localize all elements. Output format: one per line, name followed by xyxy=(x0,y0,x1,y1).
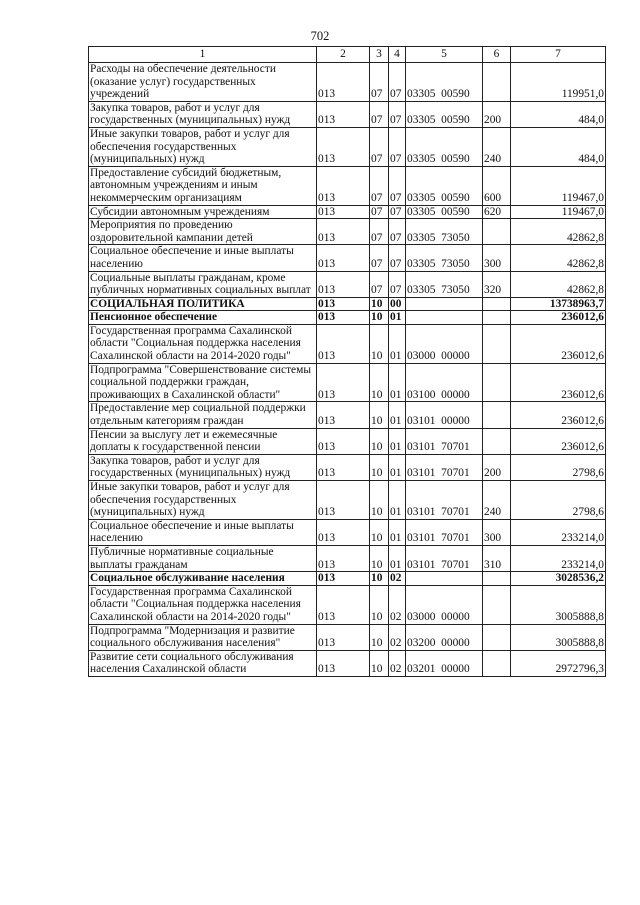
cell-amount: 119467,0 xyxy=(511,166,606,205)
table-row xyxy=(89,585,606,624)
cell-admin-code: 013 xyxy=(317,585,370,624)
cell-name: Закупка товаров, работ и услуг для государственных (муниципальных) нужд xyxy=(89,101,317,127)
cell-section: 10 xyxy=(370,454,389,480)
cell-section: 10 xyxy=(370,545,389,571)
cell-expense-type: 600 xyxy=(483,166,511,205)
cell-section: 10 xyxy=(370,650,389,676)
cell-expense-type xyxy=(483,402,511,428)
cell-section: 07 xyxy=(370,219,389,245)
cell-section: 07 xyxy=(370,166,389,205)
cell-subsection: 07 xyxy=(389,63,406,102)
cell-admin-code: 013 xyxy=(317,650,370,676)
table-row xyxy=(89,545,606,571)
cell-expense-type xyxy=(483,324,511,363)
cell-expense-type xyxy=(483,219,511,245)
cell-target-article: 03000 00000 xyxy=(406,585,483,624)
cell-target-article: 03101 70701 xyxy=(406,454,483,480)
cell-name: Подпрограмма "Модернизация и развитие социального обслуживания населения" xyxy=(89,624,317,650)
cell-section: 07 xyxy=(370,101,389,127)
cell-subsection: 07 xyxy=(389,127,406,166)
cell-target-article: 03101 70701 xyxy=(406,428,483,454)
cell-section: 10 xyxy=(370,585,389,624)
table-body xyxy=(89,63,606,677)
cell-target-article: 03305 73050 xyxy=(406,219,483,245)
cell-name: Социальное обеспечение и иные выплаты населению xyxy=(89,519,317,545)
cell-admin-code: 013 xyxy=(317,297,370,311)
cell-target-article: 03305 73050 xyxy=(406,271,483,297)
column-header: 4 xyxy=(389,47,406,63)
cell-section: 10 xyxy=(370,297,389,311)
cell-name: Государственная программа Сахалинской области "Социальная поддержка населения Сахалинской области на 2014-2020 годы" xyxy=(89,324,317,363)
cell-admin-code: 013 xyxy=(317,454,370,480)
table-row xyxy=(89,297,606,311)
table-row xyxy=(89,428,606,454)
cell-section: 10 xyxy=(370,519,389,545)
cell-expense-type xyxy=(483,428,511,454)
cell-expense-type: 300 xyxy=(483,245,511,271)
cell-expense-type: 310 xyxy=(483,545,511,571)
cell-target-article: 03305 00590 xyxy=(406,205,483,219)
column-header: 6 xyxy=(483,47,511,63)
cell-subsection: 01 xyxy=(389,519,406,545)
table-row xyxy=(89,205,606,219)
cell-amount: 236012,6 xyxy=(511,402,606,428)
table-row xyxy=(89,572,606,586)
cell-subsection: 02 xyxy=(389,650,406,676)
cell-target-article xyxy=(406,311,483,325)
table-row xyxy=(89,402,606,428)
table-row xyxy=(89,127,606,166)
column-header: 5 xyxy=(406,47,483,63)
cell-section: 10 xyxy=(370,311,389,325)
cell-admin-code: 013 xyxy=(317,101,370,127)
cell-expense-type xyxy=(483,63,511,102)
cell-name: Подпрограмма "Совершенствование системы социальной поддержки граждан, проживающих в Сахалинской области" xyxy=(89,363,317,402)
cell-section: 10 xyxy=(370,324,389,363)
column-header: 7 xyxy=(511,47,606,63)
cell-name: Иные закупки товаров, работ и услуг для обеспечения государственных (муниципальных) нужд xyxy=(89,481,317,520)
cell-subsection: 07 xyxy=(389,245,406,271)
table-row xyxy=(89,624,606,650)
cell-name: Публичные нормативные социальные выплаты гражданам xyxy=(89,545,317,571)
cell-section: 10 xyxy=(370,363,389,402)
cell-expense-type xyxy=(483,297,511,311)
cell-target-article: 03305 73050 xyxy=(406,245,483,271)
cell-subsection: 07 xyxy=(389,205,406,219)
cell-subsection: 01 xyxy=(389,363,406,402)
cell-amount: 2798,6 xyxy=(511,481,606,520)
cell-subsection: 01 xyxy=(389,311,406,325)
cell-target-article: 03101 70701 xyxy=(406,545,483,571)
cell-section: 10 xyxy=(370,481,389,520)
cell-section: 07 xyxy=(370,245,389,271)
cell-subsection: 07 xyxy=(389,166,406,205)
cell-admin-code: 013 xyxy=(317,245,370,271)
cell-amount: 42862,8 xyxy=(511,271,606,297)
table-row xyxy=(89,63,606,102)
cell-admin-code: 013 xyxy=(317,428,370,454)
cell-admin-code: 013 xyxy=(317,205,370,219)
cell-section: 07 xyxy=(370,271,389,297)
table-row xyxy=(89,219,606,245)
cell-amount: 2972796,3 xyxy=(511,650,606,676)
cell-expense-type: 620 xyxy=(483,205,511,219)
cell-admin-code: 013 xyxy=(317,519,370,545)
cell-admin-code: 013 xyxy=(317,63,370,102)
cell-amount: 484,0 xyxy=(511,127,606,166)
cell-admin-code: 013 xyxy=(317,311,370,325)
cell-target-article: 03305 00590 xyxy=(406,166,483,205)
cell-subsection: 01 xyxy=(389,324,406,363)
cell-subsection: 01 xyxy=(389,481,406,520)
cell-expense-type xyxy=(483,311,511,325)
cell-target-article: 03101 70701 xyxy=(406,481,483,520)
cell-amount: 42862,8 xyxy=(511,219,606,245)
cell-name: Расходы на обеспечение деятельности (оказание услуг) государственных учреждений xyxy=(89,63,317,102)
cell-admin-code: 013 xyxy=(317,572,370,586)
cell-name: Государственная программа Сахалинской области "Социальная поддержка населения Сахалинской области на 2014-2020 годы" xyxy=(89,585,317,624)
cell-amount: 233214,0 xyxy=(511,519,606,545)
cell-expense-type xyxy=(483,624,511,650)
cell-admin-code: 013 xyxy=(317,271,370,297)
cell-name: Пенсионное обеспечение xyxy=(89,311,317,325)
cell-admin-code: 013 xyxy=(317,324,370,363)
cell-admin-code: 013 xyxy=(317,624,370,650)
column-header: 1 xyxy=(89,47,317,63)
table-row xyxy=(89,166,606,205)
cell-section: 07 xyxy=(370,63,389,102)
cell-subsection: 02 xyxy=(389,624,406,650)
cell-name: Предоставление мер социальной поддержки отдельным категориям граждан xyxy=(89,402,317,428)
cell-admin-code: 013 xyxy=(317,481,370,520)
cell-expense-type xyxy=(483,363,511,402)
column-header: 2 xyxy=(317,47,370,63)
cell-expense-type: 200 xyxy=(483,454,511,480)
cell-amount: 42862,8 xyxy=(511,245,606,271)
cell-subsection: 07 xyxy=(389,219,406,245)
cell-amount: 13738963,7 xyxy=(511,297,606,311)
cell-name: Социальное обслуживание населения xyxy=(89,572,317,586)
cell-expense-type: 240 xyxy=(483,481,511,520)
table-row xyxy=(89,363,606,402)
cell-name: Иные закупки товаров, работ и услуг для обеспечения государственных (муниципальных) нужд xyxy=(89,127,317,166)
cell-expense-type: 200 xyxy=(483,101,511,127)
cell-amount: 236012,6 xyxy=(511,324,606,363)
cell-admin-code: 013 xyxy=(317,219,370,245)
cell-expense-type: 320 xyxy=(483,271,511,297)
table-row xyxy=(89,519,606,545)
cell-admin-code: 013 xyxy=(317,127,370,166)
cell-amount: 2798,6 xyxy=(511,454,606,480)
cell-name: Мероприятия по проведению оздоровительной кампании детей xyxy=(89,219,317,245)
table-row xyxy=(89,650,606,676)
page-number: 702 xyxy=(310,29,330,43)
cell-admin-code: 013 xyxy=(317,363,370,402)
cell-subsection: 01 xyxy=(389,402,406,428)
cell-amount: 484,0 xyxy=(511,101,606,127)
cell-expense-type: 240 xyxy=(483,127,511,166)
cell-name: Предоставление субсидий бюджетным, автономным учреждениям и иным некоммерческим организациям xyxy=(89,166,317,205)
cell-subsection: 01 xyxy=(389,454,406,480)
cell-section: 07 xyxy=(370,205,389,219)
cell-section: 10 xyxy=(370,624,389,650)
cell-target-article: 03101 70701 xyxy=(406,519,483,545)
cell-name: Развитие сети социального обслуживания населения Сахалинской области xyxy=(89,650,317,676)
cell-target-article: 03305 00590 xyxy=(406,127,483,166)
table-row xyxy=(89,271,606,297)
cell-subsection: 02 xyxy=(389,585,406,624)
cell-target-article: 03201 00000 xyxy=(406,650,483,676)
column-header: 3 xyxy=(370,47,389,63)
table-row xyxy=(89,481,606,520)
cell-name: Пенсии за выслугу лет и ежемесячные доплаты к государственной пенсии xyxy=(89,428,317,454)
cell-amount: 3005888,8 xyxy=(511,585,606,624)
cell-target-article: 03000 00000 xyxy=(406,324,483,363)
table-row xyxy=(89,454,606,480)
cell-expense-type xyxy=(483,650,511,676)
cell-target-article: 03200 00000 xyxy=(406,624,483,650)
budget-table xyxy=(88,46,606,677)
header-row xyxy=(89,47,606,63)
cell-target-article xyxy=(406,297,483,311)
cell-name: Социальное обеспечение и иные выплаты населению xyxy=(89,245,317,271)
cell-target-article: 03100 00000 xyxy=(406,363,483,402)
cell-target-article: 03305 00590 xyxy=(406,101,483,127)
cell-amount: 236012,6 xyxy=(511,428,606,454)
cell-subsection: 02 xyxy=(389,572,406,586)
cell-admin-code: 013 xyxy=(317,402,370,428)
cell-subsection: 07 xyxy=(389,101,406,127)
cell-amount: 3028536,2 xyxy=(511,572,606,586)
cell-name: Социальные выплаты гражданам, кроме публичных нормативных социальных выплат xyxy=(89,271,317,297)
cell-section: 10 xyxy=(370,428,389,454)
cell-subsection: 07 xyxy=(389,271,406,297)
table-row xyxy=(89,101,606,127)
cell-expense-type: 300 xyxy=(483,519,511,545)
cell-target-article: 03101 00000 xyxy=(406,402,483,428)
cell-admin-code: 013 xyxy=(317,545,370,571)
cell-subsection: 01 xyxy=(389,428,406,454)
cell-amount: 119951,0 xyxy=(511,63,606,102)
cell-expense-type xyxy=(483,572,511,586)
cell-amount: 119467,0 xyxy=(511,205,606,219)
cell-subsection: 00 xyxy=(389,297,406,311)
cell-section: 10 xyxy=(370,572,389,586)
table-row xyxy=(89,245,606,271)
cell-name: Субсидии автономным учреждениям xyxy=(89,205,317,219)
cell-target-article xyxy=(406,572,483,586)
cell-amount: 236012,6 xyxy=(511,311,606,325)
cell-name: Закупка товаров, работ и услуг для государственных (муниципальных) нужд xyxy=(89,454,317,480)
cell-section: 07 xyxy=(370,127,389,166)
cell-amount: 236012,6 xyxy=(511,363,606,402)
table-row xyxy=(89,324,606,363)
cell-amount: 233214,0 xyxy=(511,545,606,571)
cell-target-article: 03305 00590 xyxy=(406,63,483,102)
cell-section: 10 xyxy=(370,402,389,428)
cell-admin-code: 013 xyxy=(317,166,370,205)
table-row xyxy=(89,311,606,325)
cell-amount: 3005888,8 xyxy=(511,624,606,650)
cell-subsection: 01 xyxy=(389,545,406,571)
cell-expense-type xyxy=(483,585,511,624)
cell-name: СОЦИАЛЬНАЯ ПОЛИТИКА xyxy=(89,297,317,311)
